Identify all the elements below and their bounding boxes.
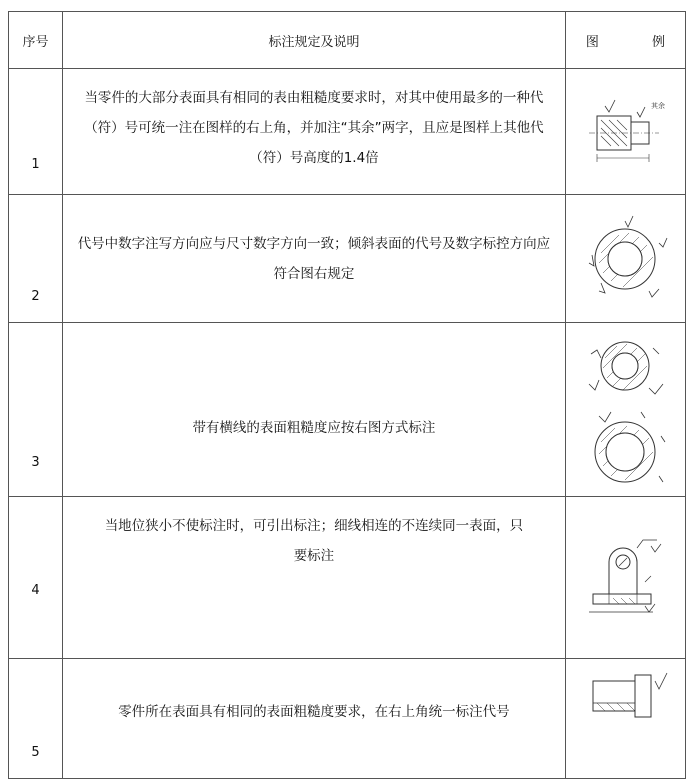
row-text: 代号中数字注写方向应与尺寸数字方向一致；倾斜表面的代号及数字标控方向应符合图右规定 [63, 195, 566, 323]
table-row [9, 69, 686, 195]
figure-3-ring-upper [579, 328, 671, 402]
figure-1-shaft-drawing [579, 92, 671, 172]
header-example [565, 12, 685, 69]
row-index: 3 [9, 323, 63, 497]
figure-1-note: 其余 [651, 101, 666, 110]
figure-2-ring-drawing [579, 213, 671, 305]
table-row [9, 195, 686, 323]
row-text: 零件所在表面具有相同的表面粗糙度要求，在右上角统一标注代号 [63, 659, 566, 779]
figure-cell [565, 659, 685, 779]
header-index: 序号 [9, 12, 63, 69]
row-text: 当零件的大部分表面具有相同的表由粗糙度要求时，对其中使用最多的一种代（符）号可统一注在图样的右上角，并加注“其余”两字，且应是图样上其他代（符）号高度的1.4倍 [63, 69, 566, 195]
row-text: 当地位狭小不使标注时，可引出标注；细线相连的不连续同一表面，只要标注 [63, 497, 566, 659]
row-index: 5 [9, 659, 63, 779]
row-index: 1 [9, 69, 63, 195]
figure-cell [565, 195, 685, 323]
row-text: 带有横线的表面粗糙度应按右图方式标注 [63, 323, 566, 497]
row-index: 2 [9, 195, 63, 323]
header-example-left: 图 [585, 34, 599, 50]
header-example-right: 例 [651, 34, 665, 50]
figure-3-ring-lower [579, 406, 671, 492]
table-row [9, 497, 686, 659]
header-description: 标注规定及说明 [63, 12, 566, 69]
figure-cell [565, 323, 685, 497]
figure-cell [565, 497, 685, 659]
header-row [9, 12, 686, 69]
table-row [9, 659, 686, 779]
figure-4-bracket-drawing [579, 532, 671, 624]
roughness-rules-table [8, 11, 686, 779]
row-index: 4 [9, 497, 63, 659]
figure-5-shaft-section [579, 669, 671, 725]
table-row [9, 323, 686, 497]
figure-cell [565, 69, 685, 195]
